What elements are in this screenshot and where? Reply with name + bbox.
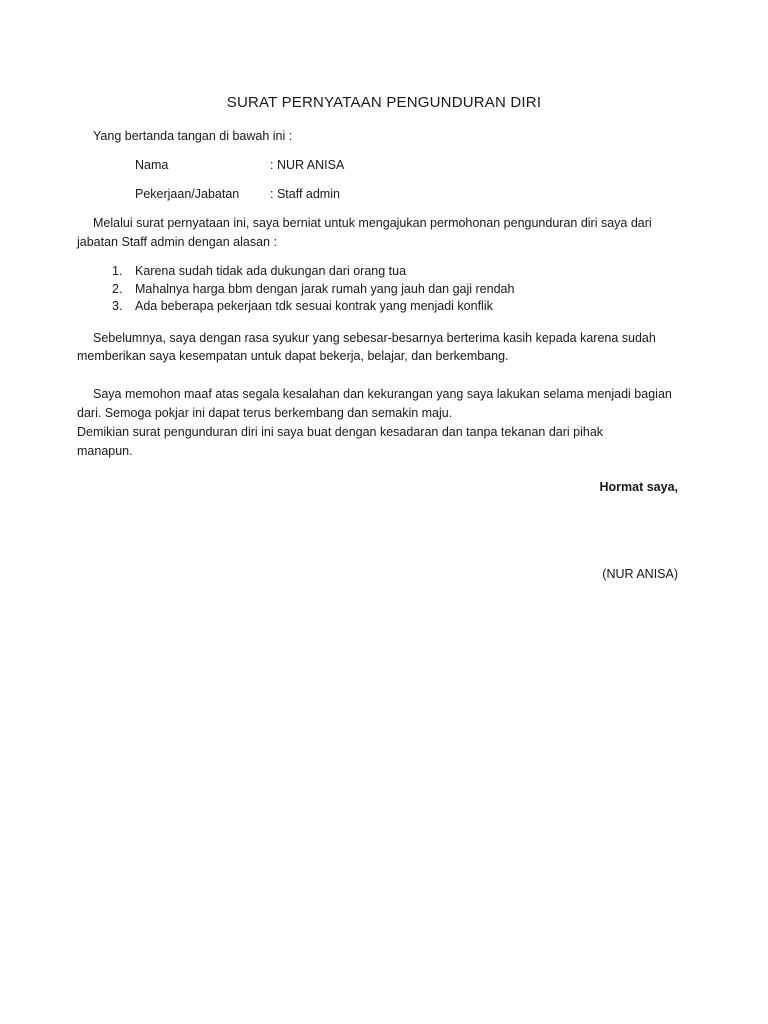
paragraph-1-line-1: Melalui surat pernyataan ini, saya berniat untuk mengajukan permohonan pengunduran diri saya dari bbox=[93, 216, 652, 230]
field-label-name: Nama bbox=[135, 158, 169, 172]
reason-number: 3. bbox=[112, 299, 123, 313]
paragraph-2-line-2: memberikan saya kesempatan untuk dapat bekerja, belajar, dan berkembang. bbox=[77, 349, 509, 363]
reason-item bbox=[100, 298, 514, 316]
field-label-job: Pekerjaan/Jabatan bbox=[135, 187, 240, 201]
intro-text: Yang bertanda tangan di bawah ini : bbox=[93, 129, 293, 143]
paragraph-1-line-2: jabatan Staff admin dengan alasan : bbox=[77, 235, 277, 249]
reasons-list bbox=[100, 263, 514, 316]
field-value-job: : Staff admin bbox=[270, 187, 340, 201]
reason-item bbox=[100, 281, 514, 299]
paragraph-3-line-1: Saya memohon maaf atas segala kesalahan dan kekurangan yang saya lakukan selama menjadi bagian bbox=[93, 387, 672, 401]
paragraph-2-line-1: Sebelumnya, saya dengan rasa syukur yang sebesar-besarnya berterima kasih kepada karena sudah bbox=[93, 331, 656, 345]
field-value-name: : NUR ANISA bbox=[270, 158, 345, 172]
signature-name: (NUR ANISA) bbox=[602, 567, 678, 581]
paragraph-4-line-1: Demikian surat pengunduran diri ini saya buat dengan kesadaran dan tanpa tekanan dari pihak bbox=[77, 425, 604, 439]
reason-text: Karena sudah tidak ada dukungan dari orang tua bbox=[135, 264, 407, 278]
reason-text: Mahalnya harga bbm dengan jarak rumah yang jauh dan gaji rendah bbox=[135, 281, 515, 296]
closing-salutation: Hormat saya, bbox=[599, 480, 678, 494]
reason-text: Ada beberapa pekerjaan tdk sesuai kontrak yang menjadi konflik bbox=[135, 299, 493, 313]
paragraph-4-line-2: manapun. bbox=[77, 444, 133, 458]
document-title: SURAT PERNYATAAN PENGUNDURAN DIRI bbox=[226, 94, 542, 111]
reason-number: 2. bbox=[112, 281, 123, 296]
paragraph-3-line-2: dari. Semoga pokjar ini dapat terus berkembang dan semakin maju. bbox=[77, 406, 453, 420]
reason-item bbox=[100, 263, 514, 281]
reason-number: 1. bbox=[112, 264, 123, 278]
